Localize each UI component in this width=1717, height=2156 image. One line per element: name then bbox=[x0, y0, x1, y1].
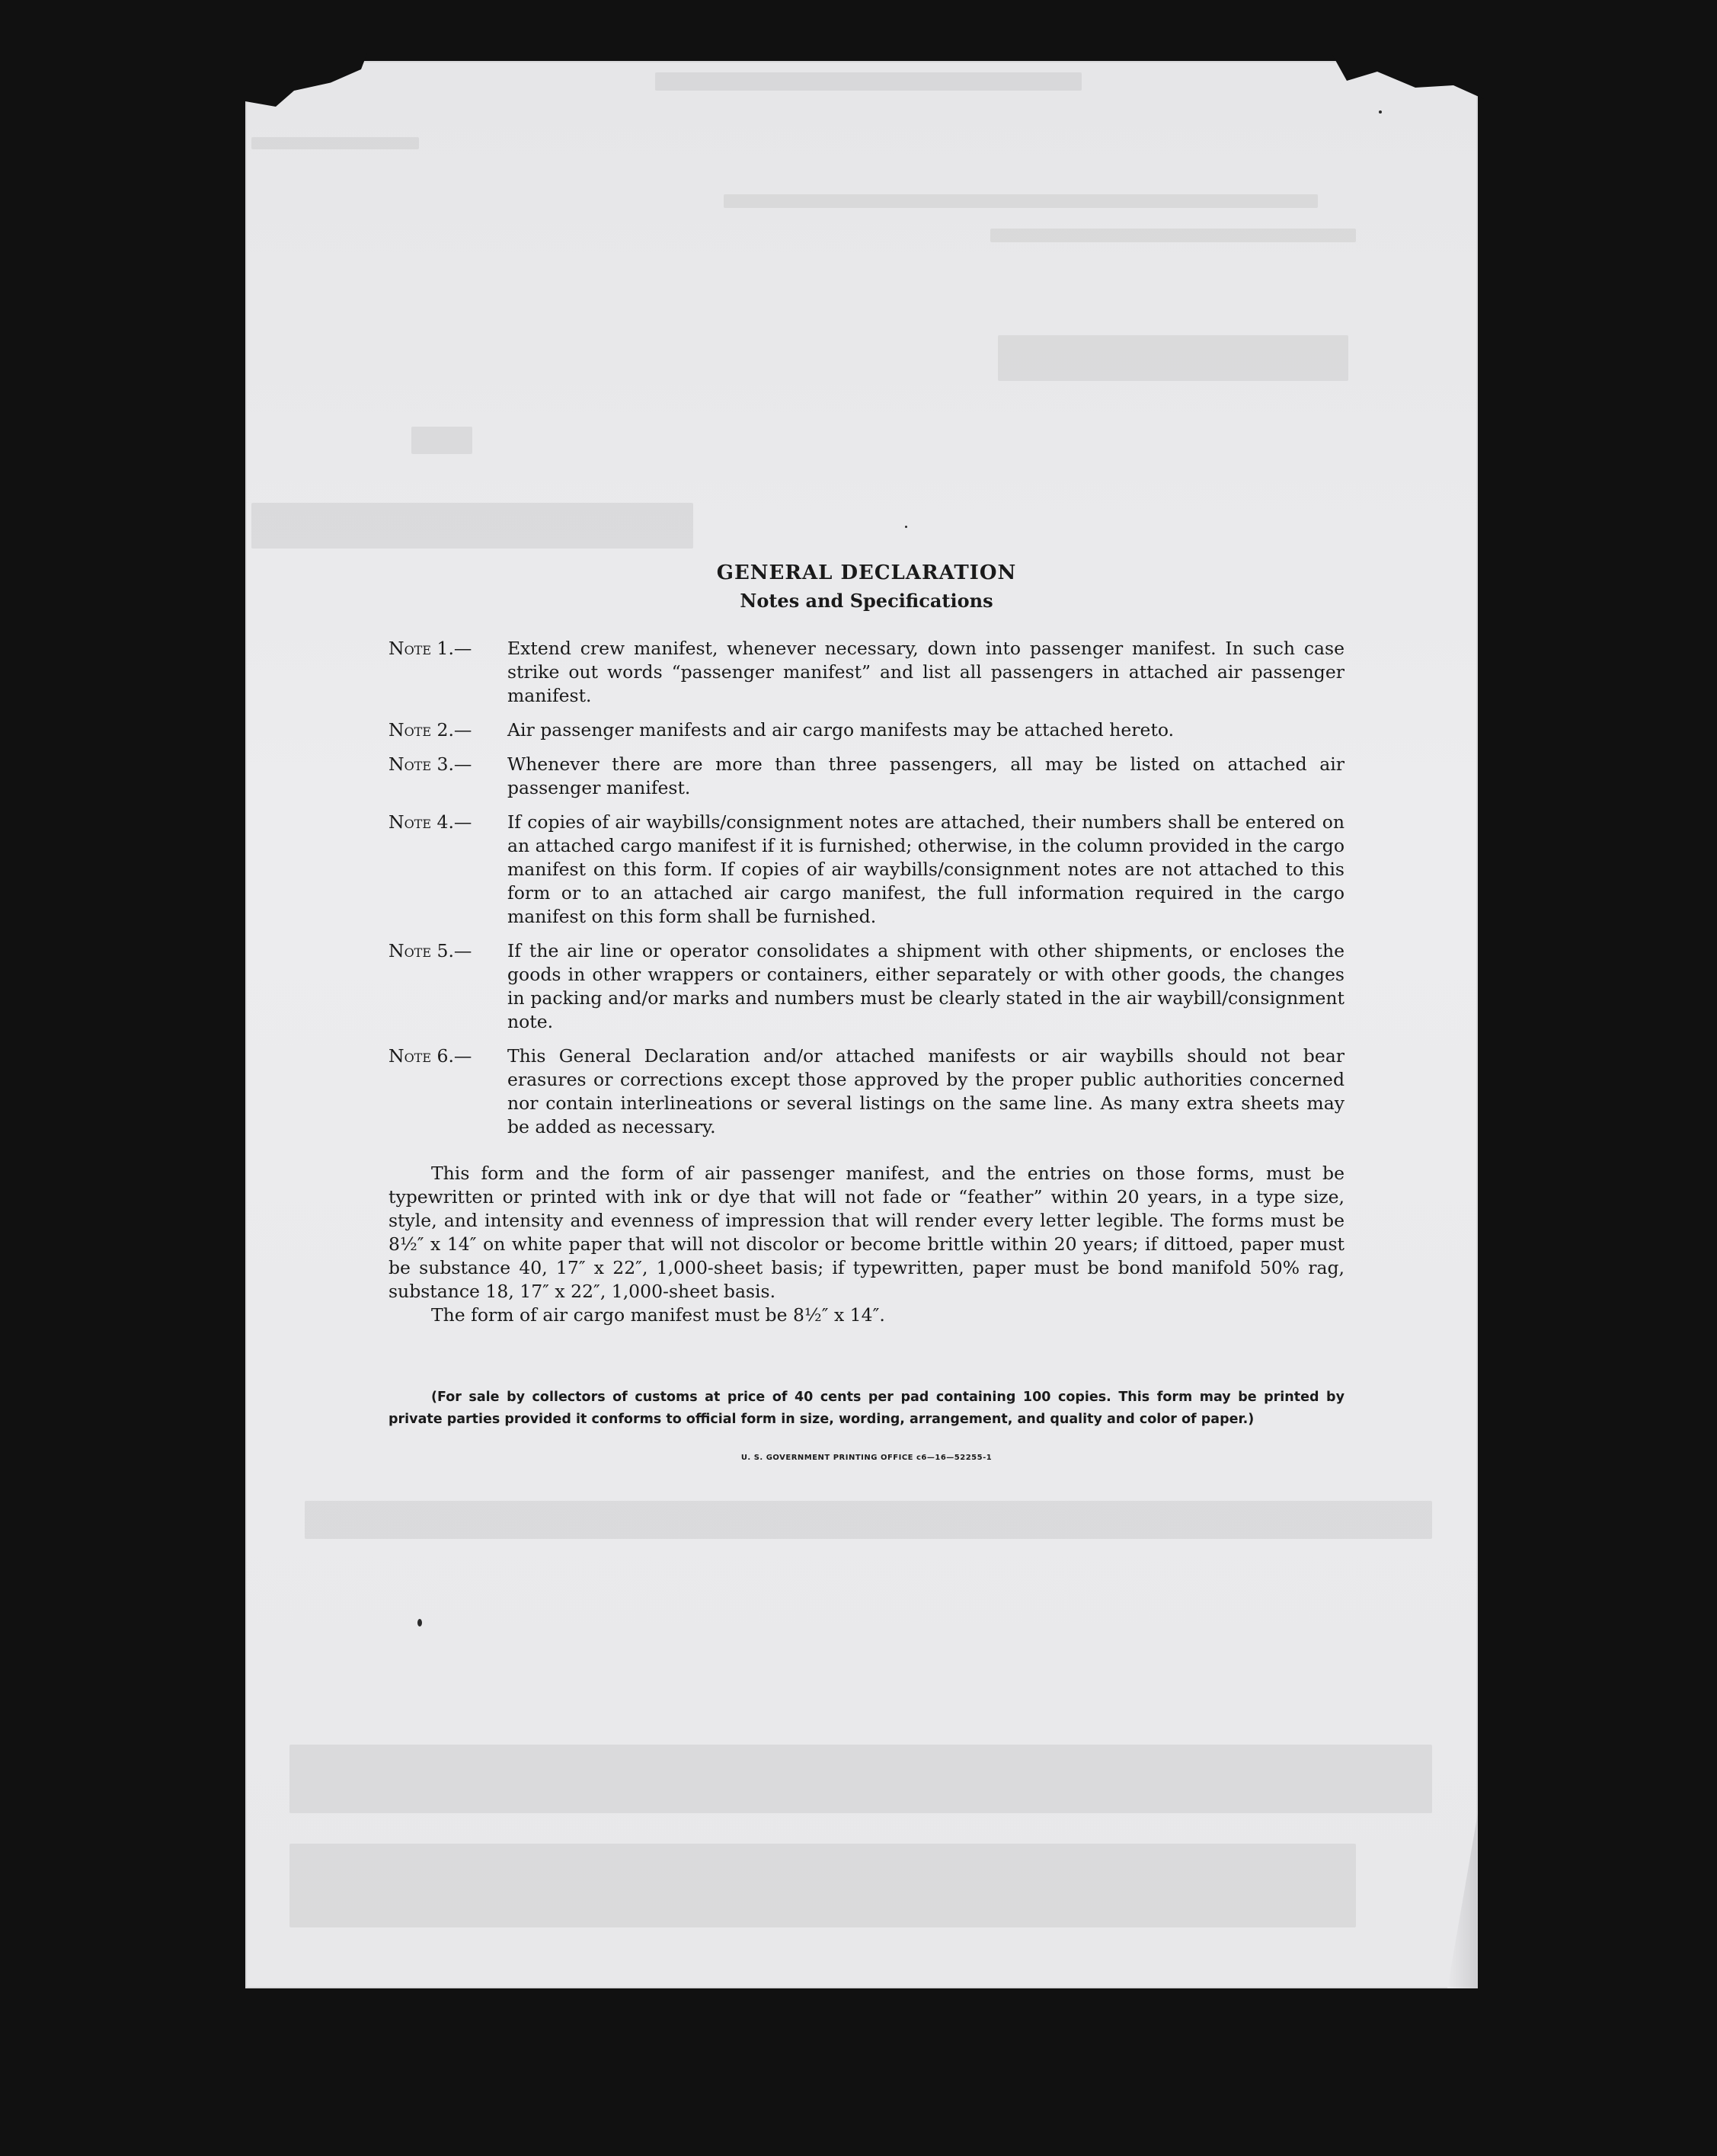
note-4 bbox=[388, 811, 1345, 929]
note-label: Note 3.— bbox=[388, 753, 472, 775]
note-text: This General Declaration and/or attached manifests or air waybills should not bear erasures or corrections except those approved by the proper public authorities concerned nor contain interlineations or several listings on the same line. As many extra sheets may be added as necessary. bbox=[507, 1045, 1345, 1137]
sale-notice: (For sale by collectors of customs at price of 40 cents per pad containing 100 copies. This form may be printed by private parties provided it conforms to official form in size, wording, arrangement, and quality and color of paper.) bbox=[388, 1390, 1345, 1427]
bleed-through-mark bbox=[655, 72, 1082, 91]
bleed-through-mark bbox=[251, 503, 693, 549]
bleed-through-mark bbox=[289, 1745, 1432, 1813]
note-2 bbox=[388, 718, 1345, 742]
note-text: Whenever there are more than three passengers, all may be listed on attached air passenger manifest. bbox=[507, 753, 1345, 798]
note-5 bbox=[388, 939, 1345, 1034]
dust-speck bbox=[905, 526, 907, 528]
bleed-through-mark bbox=[305, 1501, 1432, 1539]
document-title: GENERAL DECLARATION bbox=[716, 561, 1017, 584]
note-text: Air passenger manifests and air cargo manifests may be attached hereto. bbox=[507, 719, 1175, 741]
declaration-notes bbox=[388, 561, 1345, 1462]
note-label: Note 1.— bbox=[388, 638, 472, 659]
note-label: Note 2.— bbox=[388, 719, 472, 741]
bleed-through-mark bbox=[998, 335, 1348, 381]
note-3 bbox=[388, 753, 1345, 800]
note-6 bbox=[388, 1044, 1345, 1139]
note-label: Note 4.— bbox=[388, 811, 472, 833]
printer-imprint: U. S. GOVERNMENT PRINTING OFFICE c6—16—52255-1 bbox=[740, 1454, 993, 1462]
note-text: If copies of air waybills/consignment notes are attached, their numbers shall be entered on an attached cargo manifest if it is furnished; otherwise, in the column provided in the cargo manifest on this form. If copies of air waybills/consignment notes are not attached to this form or to an attached air cargo manifest, the full information required in the cargo manifest on this form shall be furnished. bbox=[507, 811, 1345, 927]
form-specification-paragraph: This form and the form of air passenger manifest, and the entries on those forms, must be typewritten or printed with ink or dye that will not fade or “feather” within 20 years, in a type size, style, and intensity and evenness of impression that will render every letter legible. The forms must be 8½″ x 14″ on white paper that will not discolor or become brittle within 20 years; if dittoed, paper must be substance 40, 17″ x 22″, 1,000-sheet basis; if typewritten, paper must be bond manifold 50% rag, substance 18, 17″ x 22″, 1,000-sheet basis. bbox=[388, 1163, 1345, 1302]
note-label: Note 6.— bbox=[388, 1045, 472, 1067]
bleed-through-mark bbox=[289, 1844, 1356, 1927]
bleed-through-mark bbox=[990, 229, 1356, 242]
dust-speck bbox=[1379, 110, 1382, 114]
note-text: Extend crew manifest, whenever necessary, down into passenger manifest. In such case strike out words “passenger manifest” and list all passengers in attached air passenger manifest. bbox=[507, 638, 1345, 706]
document-subtitle: Notes and Specifications bbox=[740, 590, 993, 612]
note-label: Note 5.— bbox=[388, 940, 472, 961]
bleed-through-mark bbox=[724, 194, 1318, 208]
dust-speck bbox=[417, 1619, 422, 1627]
note-1 bbox=[388, 637, 1345, 708]
cargo-manifest-paragraph: The form of air cargo manifest must be 8½″ x 14″. bbox=[431, 1304, 885, 1326]
note-text: If the air line or operator consolidates a shipment with other shipments, or encloses the goods in other wrappers or containers, either separately or with other goods, the changes in packing and/or marks and numbers must be clearly stated in the air waybill/consignment note. bbox=[507, 940, 1345, 1032]
bleed-through-mark bbox=[251, 137, 419, 149]
bleed-through-mark bbox=[411, 427, 472, 454]
